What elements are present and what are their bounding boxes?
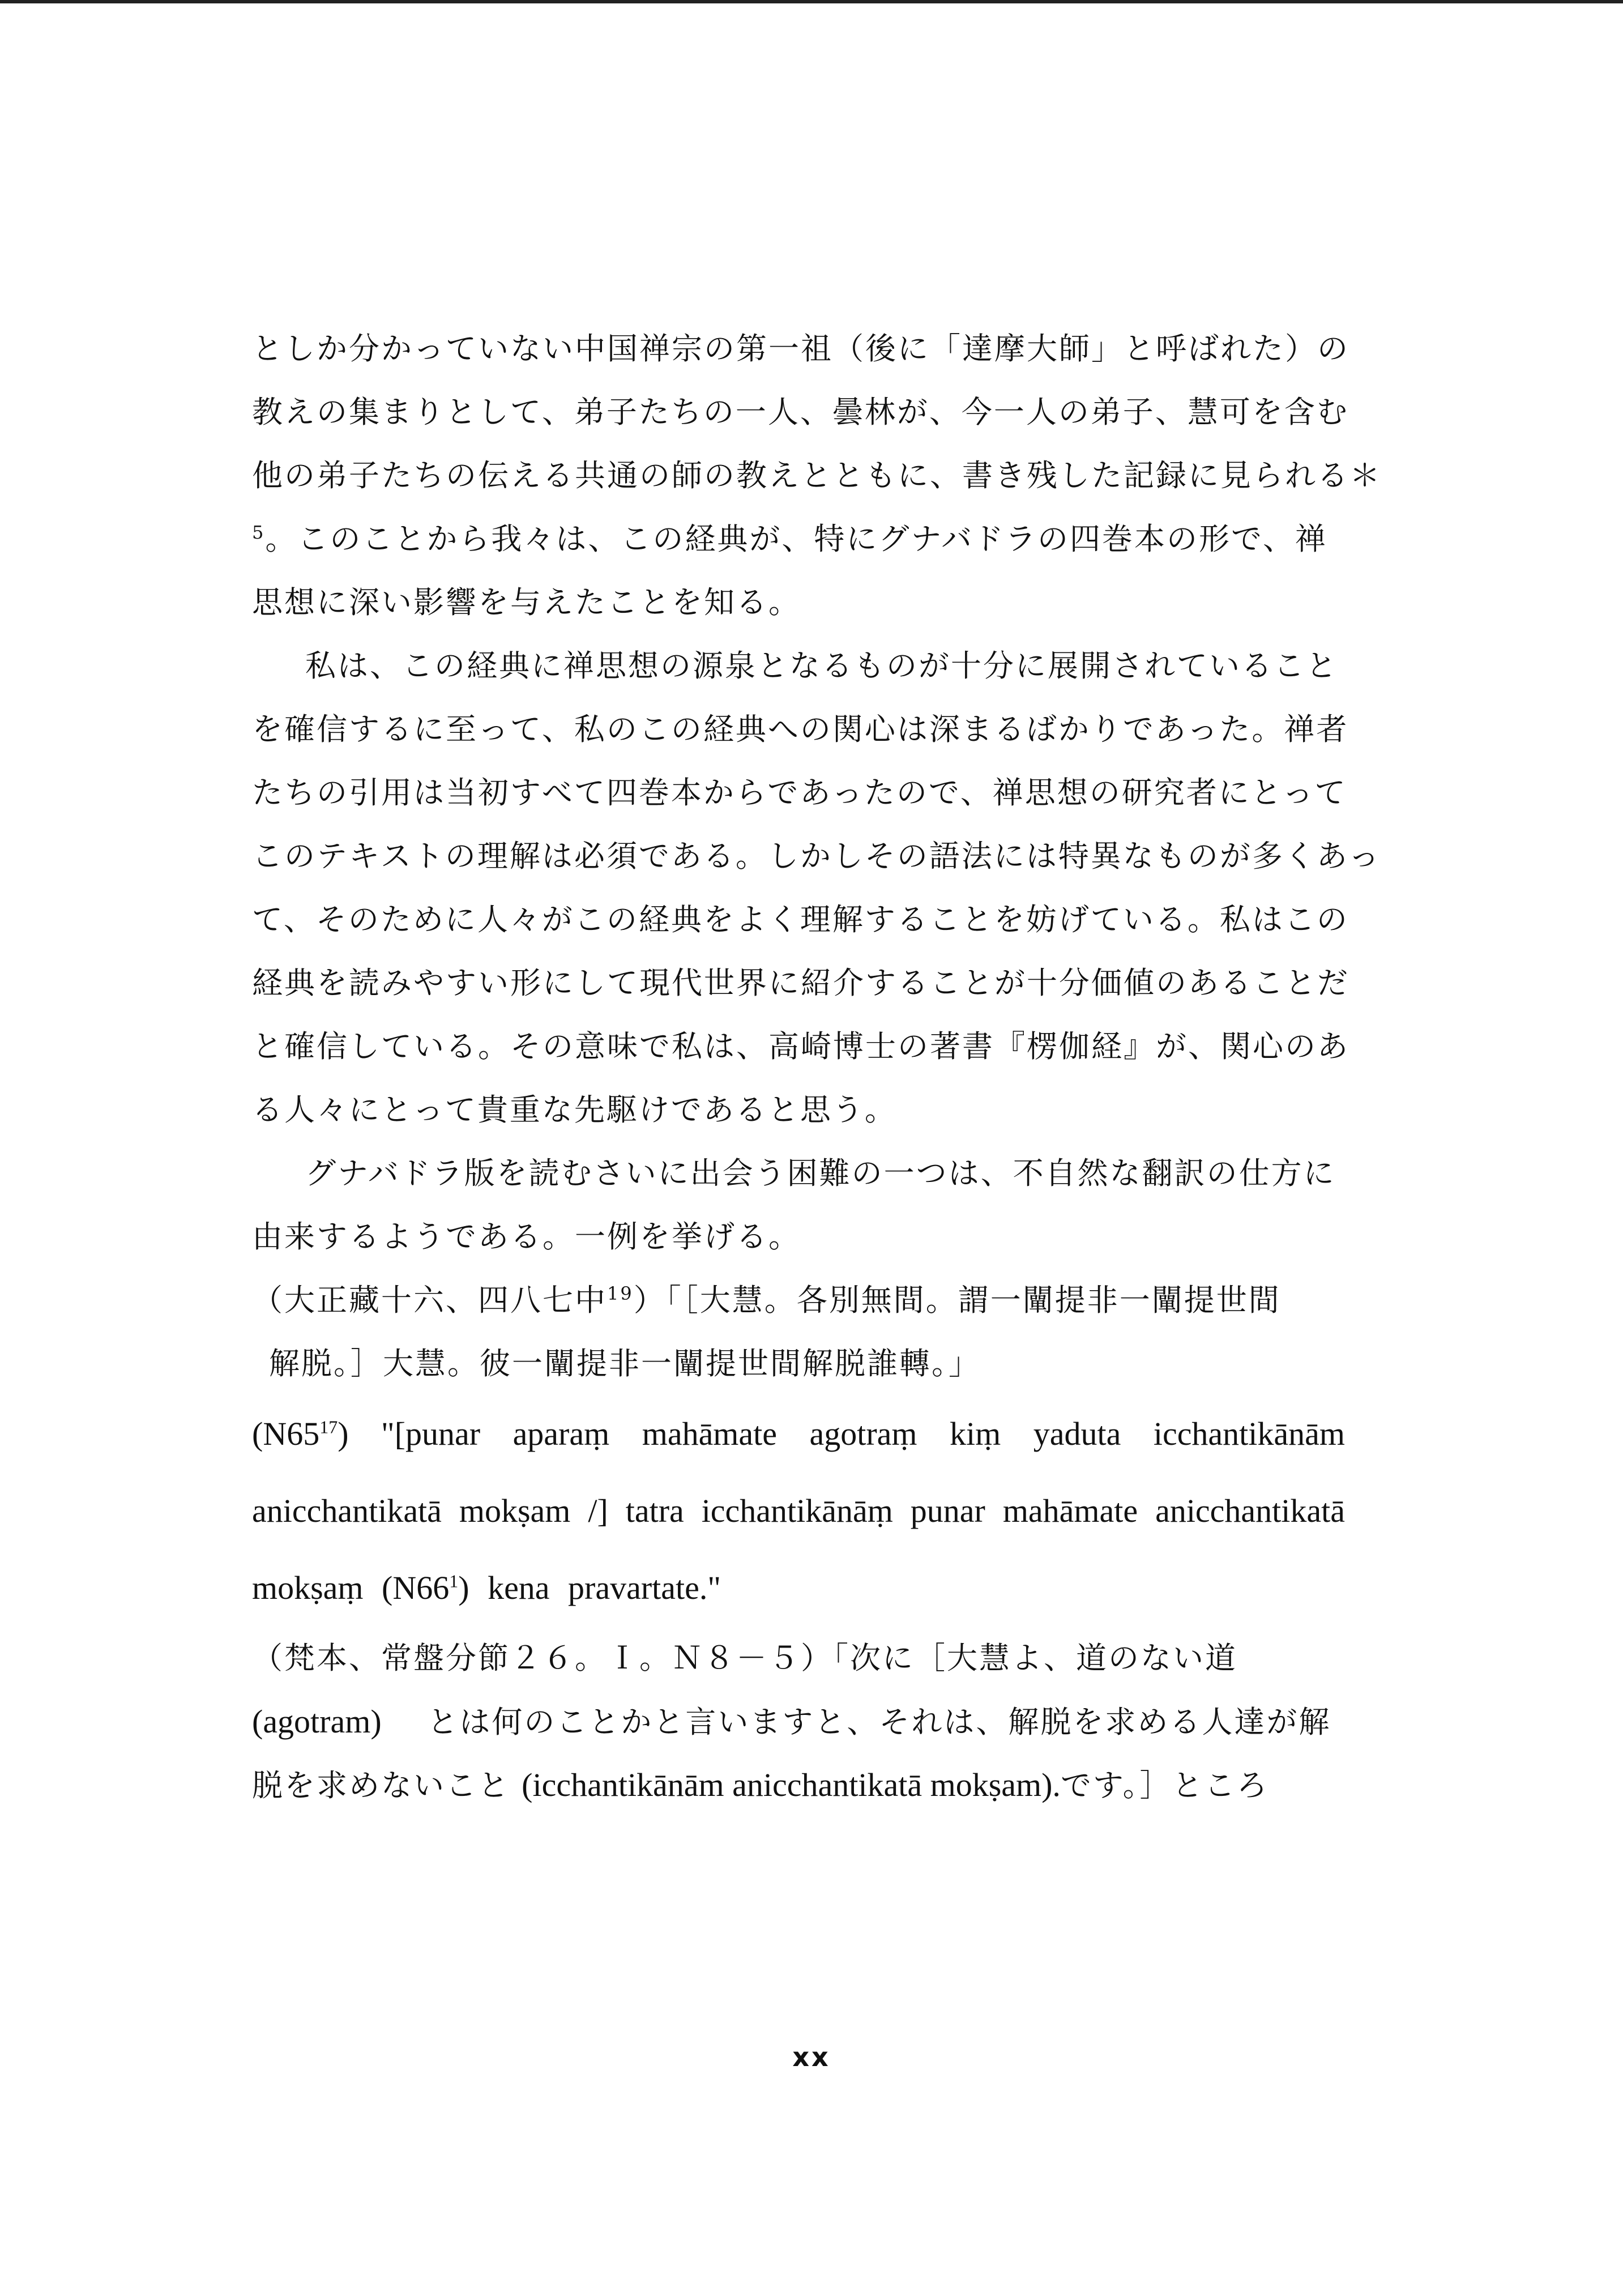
sanskrit-quote-line-3 xyxy=(252,1550,1345,1627)
chinese-quote-ref-close: ） xyxy=(633,1282,666,1318)
chinese-quote-ref-sup: 19 xyxy=(607,1283,634,1304)
translation-line-2 xyxy=(252,1690,1345,1753)
translation-line-2-text: とは何のことかと言いますと、それは、解脱を求める人達が解 xyxy=(427,1704,1331,1740)
paragraph-1-line-5: 思想に深い影響を与えたことを知る。 xyxy=(252,584,801,620)
translation-line-3-b: です。］ところ xyxy=(1060,1768,1269,1803)
translation-line-3-a: 脱を求めないこと xyxy=(252,1768,510,1803)
paragraph-2-line-6: 経典を読みやすい形にして現代世界に紹介することが十分価値のあることだ xyxy=(252,965,1349,1001)
translation-line-3 xyxy=(252,1753,1345,1817)
translation-line-3-roman: (icchantikānām anicchantikatā mokṣam). xyxy=(522,1766,1061,1803)
paragraph-2-line-5: て、そのために人々がこの経典をよく理解することを妨げている。私はこの xyxy=(252,902,1349,937)
paragraph-3-line-2: 由来するようである。一例を挙げる。 xyxy=(252,1219,801,1254)
paragraph-3-line-1: グナバドラ版を読むさいに出会う困難の一つは、不自然な翻訳の仕方に xyxy=(305,1155,1336,1191)
page-number: xx xyxy=(792,2042,831,2072)
chinese-quote-ref: （大正藏十六、四八七中 xyxy=(252,1282,607,1318)
sanskrit-quote-line-3-sup: 1 xyxy=(449,1571,459,1591)
chinese-quote-line-2: 解脱。］大慧。彼一闡提非一闡提世間解脱誰轉。」 xyxy=(269,1346,981,1381)
paragraph-1-line-4-text: 。このことから我々は、この経典が、特にグナバドラの四巻本の形で、禅 xyxy=(265,521,1327,557)
paragraph-1-line-1: としか分かっていない中国禅宗の第一祖（後に「達摩大師」と呼ばれた）の xyxy=(252,331,1349,366)
paragraph-1-line-2: 教えの集まりとして、弟子たちの一人、曇林が、今一人の弟子、慧可を含む xyxy=(252,394,1349,430)
paragraph-2-line-1: 私は、この経典に禅思想の源泉となるものが十分に展開されていること xyxy=(305,648,1338,684)
chinese-quote-line-1-text: 「［大慧。各別無間。謂一闡提非一闡提世間 xyxy=(665,1282,1281,1318)
paragraph-1-line-3: 他の弟子たちの伝える共通の師の教えとともに、書き残した記録に見られる＊ xyxy=(252,458,1382,493)
footnote-marker: 5 xyxy=(252,522,266,543)
translation-line-1: （梵本、常盤分節２６。Ｉ。Ｎ８－５）「次に［大慧よ、道のない道 xyxy=(252,1640,1237,1676)
sanskrit-ref-close: ) xyxy=(338,1415,349,1452)
sanskrit-ref-text: (N65 xyxy=(252,1415,320,1452)
paragraph-2-line-8: る人々にとって貴重な先駆けであると思う。 xyxy=(252,1092,897,1128)
page-top-edge xyxy=(0,0,1623,3)
sanskrit-ref xyxy=(252,1415,349,1452)
sanskrit-quote-line-1-text: "[punar aparaṃ mahāmate agotraṃ kiṃ yaduta icchantikānām xyxy=(381,1415,1346,1452)
sanskrit-quote-line-3-b: ) kena pravartate." xyxy=(458,1569,721,1606)
chinese-quote-line-1 xyxy=(252,1269,1345,1332)
paragraph-2-line-2: を確信するに至って、私のこの経典への関心は深まるばかりであった。禅者 xyxy=(252,711,1349,747)
translation-agotram: (agotram) xyxy=(252,1703,382,1740)
paragraph-2-line-4: このテキストの理解は必須である。しかしその語法には特異なものが多くあっ xyxy=(252,838,1381,874)
sanskrit-quote-line-2: anicchantikatā mokṣam /] tatra icchantikānāṃ punar mahāmate anicchantikatā xyxy=(252,1492,1345,1529)
sanskrit-ref-sup: 17 xyxy=(319,1416,338,1437)
sanskrit-quote-line-3-a: mokṣaṃ (N66 xyxy=(252,1569,450,1606)
body-text xyxy=(252,317,1382,1817)
paragraph-2-line-3: たちの引用は当初すべて四巻本からであったので、禅思想の研究者にとって xyxy=(252,775,1347,810)
paragraph-1-line-4 xyxy=(252,507,1345,571)
sanskrit-quote-line-1 xyxy=(252,1395,1345,1473)
paragraph-2-line-7: と確信している。その意味で私は、高崎博士の著書『楞伽経』が、関心のあ xyxy=(252,1028,1349,1064)
